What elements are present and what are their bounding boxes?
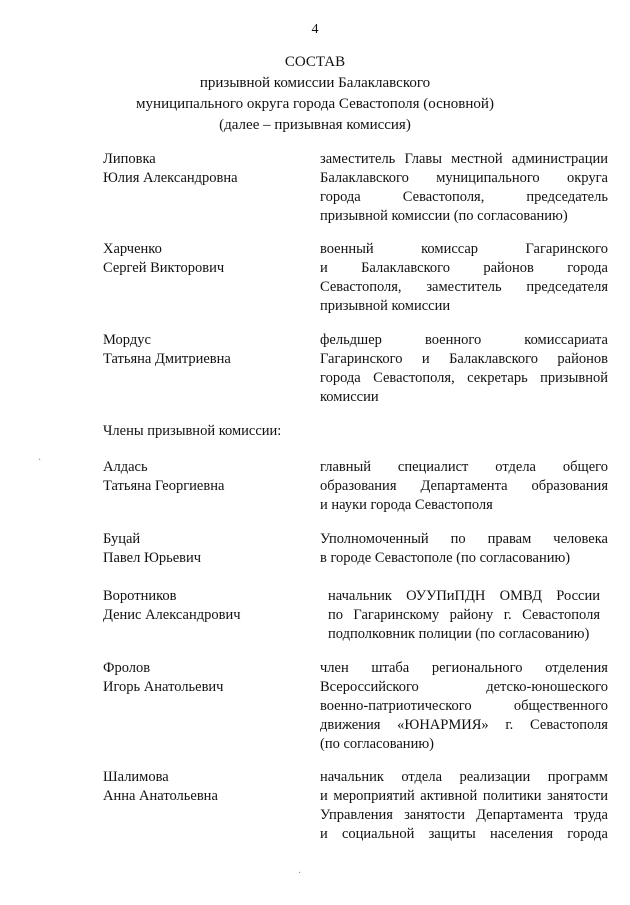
role-line: Управления занятости Департамента труда <box>320 807 608 823</box>
role-line: военно-патриотического общественного <box>320 698 608 714</box>
role-line: заместитель Главы местной администрации <box>320 151 608 167</box>
person-name <box>103 530 308 568</box>
role-line: города Севастополя, секретарь призывной <box>320 370 608 386</box>
person-name <box>103 150 308 188</box>
person-name <box>103 240 308 278</box>
person-name <box>103 768 308 806</box>
given-names: Павел Юрьевич <box>103 550 202 566</box>
page-number: 4 <box>311 22 319 37</box>
given-names: Сергей Викторович <box>103 260 225 276</box>
surname: Фролов <box>103 660 151 676</box>
members-heading: Члены призывной комиссии: <box>103 423 282 439</box>
person-role <box>320 240 608 316</box>
document-title: СОСТАВ <box>284 54 346 70</box>
role-line: призывной комиссии (по согласованию) <box>320 208 568 224</box>
header-line-1: призывной комиссии Балаклавского <box>199 75 431 91</box>
person-name <box>103 587 308 625</box>
person-role <box>320 458 608 515</box>
surname: Липовка <box>103 151 156 167</box>
person-role <box>320 530 608 568</box>
role-line: подполковник полиции (по согласованию) <box>328 626 590 642</box>
role-line: член штаба регионального отделения <box>320 660 608 676</box>
scan-speck: · <box>38 455 42 466</box>
role-line: призывной комиссии <box>320 298 451 314</box>
given-names: Татьяна Георгиевна <box>103 478 225 494</box>
role-line: Всероссийского детско-юношеского <box>320 679 608 695</box>
role-line: фельдшер военного комиссариата <box>320 332 608 348</box>
surname: Шалимова <box>103 769 169 785</box>
person-role <box>320 768 608 844</box>
surname: Буцай <box>103 531 141 547</box>
person-role <box>320 150 608 226</box>
role-line: по Гагаринскому району г. Севастополя <box>328 607 600 623</box>
header-line-3: (далее – призывная комиссия) <box>219 117 411 133</box>
role-line: начальник отдела реализации программ <box>320 769 608 785</box>
surname: Мордус <box>103 332 151 348</box>
given-names: Анна Анатольевна <box>103 788 218 804</box>
scan-speck: · <box>298 868 302 879</box>
role-line: главный специалист отдела общего <box>320 459 608 475</box>
role-line: военный комиссар Гагаринского <box>320 241 608 257</box>
header-line-2: муниципального округа города Севастополя (основной) <box>136 96 494 112</box>
role-line: Уполномоченный по правам человека <box>320 531 608 547</box>
person-name <box>103 458 308 496</box>
role-line: и Балаклавского районов города <box>320 260 608 276</box>
role-line: города Севастополя, председатель <box>320 189 608 205</box>
role-line: и мероприятий активной политики занятости <box>320 788 608 804</box>
role-line: в городе Севастополе (по согласованию) <box>320 550 571 566</box>
surname: Алдась <box>103 459 148 475</box>
role-line: и науки города Севастополя <box>320 497 493 513</box>
role-line: комиссии <box>320 389 379 405</box>
role-line: (по согласованию) <box>320 736 434 752</box>
person-role <box>320 659 608 754</box>
person-role <box>328 587 600 644</box>
role-line: движения «ЮНАРМИЯ» г. Севастополя <box>320 717 608 733</box>
role-line: начальник ОУУПиПДН ОМВД России <box>328 588 600 604</box>
given-names: Юлия Александровна <box>103 170 238 186</box>
person-name <box>103 331 308 369</box>
surname: Воротников <box>103 588 177 604</box>
role-line: Севастополя, заместитель председателя <box>320 279 608 295</box>
given-names: Игорь Анатольевич <box>103 679 224 695</box>
person-name <box>103 659 308 697</box>
surname: Харченко <box>103 241 162 257</box>
role-line: и социальной защиты населения города <box>320 826 608 842</box>
document-header <box>0 52 630 136</box>
given-names: Татьяна Дмитриевна <box>103 351 231 367</box>
role-line: Балаклавского муниципального округа <box>320 170 608 186</box>
person-role <box>320 331 608 407</box>
role-line: Гагаринского и Балаклавского районов <box>320 351 608 367</box>
given-names: Денис Александрович <box>103 607 241 623</box>
role-line: образования Департамента образования <box>320 478 608 494</box>
